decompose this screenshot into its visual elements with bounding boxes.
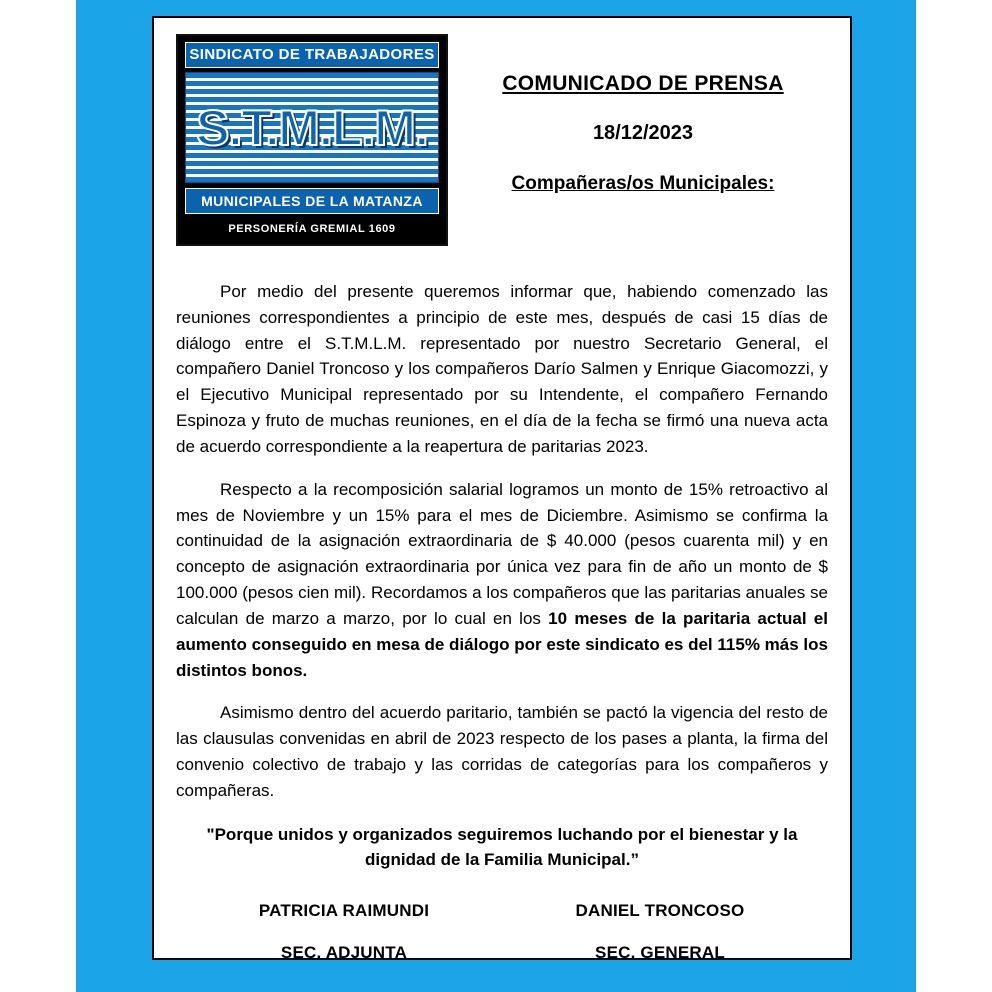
- logo-gremial-strip: [185, 218, 439, 240]
- document-body: [176, 279, 828, 804]
- signature-name: PATRICIA RAIMUNDI: [258, 900, 430, 920]
- signature-left: [194, 901, 494, 963]
- document-header: [176, 34, 828, 259]
- paragraph-run: Asimismo dentro del acuerdo paritario, también se pactó la vigencia del resto de las clausulas convenidas en abril de 2023 respecto de los pases a planta, la firma del convenio colectivo de trabajo y las corridas de categorías para los compañeros y compañeras.: [176, 703, 828, 800]
- logo-top-banner: [185, 42, 439, 68]
- page-title: COMUNICADO DE PRENSA: [502, 72, 784, 95]
- logo-gremial-text: PERSONERÍA GREMIAL 1609: [228, 223, 396, 236]
- signature-role: SEC. GENERAL: [595, 942, 725, 962]
- signature-right: [510, 901, 810, 963]
- paragraph-run-bold: 10 meses de la paritaria actual el aumento conseguido en mesa de diálogo por este sindicato es del 115% más los distintos bonos.: [176, 608, 828, 680]
- signature-name: DANIEL TRONCOSO: [575, 900, 745, 920]
- union-logo: [176, 34, 448, 246]
- signature-role: SEC. ADJUNTA: [280, 942, 408, 962]
- paragraph: [176, 477, 828, 684]
- logo-acronym-block: [185, 72, 439, 183]
- paragraph-run: Respecto a la recomposición salarial logramos un monto de 15% retroactivo al mes de Noviembre y un 15% para el mes de Diciembre. Asimismo se confirma la continuidad de la asignación extraordinaria de $ 40.000 (pesos cuarenta mil) y en concepto de asignación extraordinaria por única vez para fin de año un monto de $ 100.000 (pesos cien mil). Recordamos a los compañeros que las paritarias anuales se calculan de marzo a marzo, por lo cual en los: [176, 479, 828, 628]
- document-date: 18/12/2023: [592, 122, 694, 144]
- logo-bottom-text: MUNICIPALES DE LA MATANZA: [201, 193, 423, 210]
- logo-acronym-text: S.T.M.L.M.: [196, 99, 428, 156]
- logo-bottom-banner: [185, 188, 439, 214]
- document-greeting: Compañeras/os Municipales:: [511, 173, 775, 194]
- press-release-sheet: [152, 16, 852, 960]
- paragraph-run: Por medio del presente queremos informar que, habiendo comenzado las reuniones correspondientes a principio de este mes, después de casi 15 días de diálogo entre el S.T.M.L.M. representado por nuestro Secretario General, el compañero Daniel Troncoso y los compañeros Darío Salmen y Enrique Giacomozzi, y el Ejecutivo Municipal representado por su Intendente, el compañero Fernando Espinoza y fruto de muchas reuniones, en el día de la fecha se firmó una nueva acta de acuerdo correspondiente a la reapertura de paritarias 2023.: [176, 282, 828, 456]
- signature-block: [176, 901, 828, 963]
- paragraph: [176, 700, 828, 803]
- paragraph: [176, 279, 828, 460]
- closing-quote: "Porque unidos y organizados seguiremos luchando por el bienestar y la dignidad de la Familia Municipal.”: [206, 824, 798, 870]
- header-text-block: [458, 34, 828, 195]
- logo-top-text: SINDICATO DE TRABAJADORES: [189, 46, 435, 64]
